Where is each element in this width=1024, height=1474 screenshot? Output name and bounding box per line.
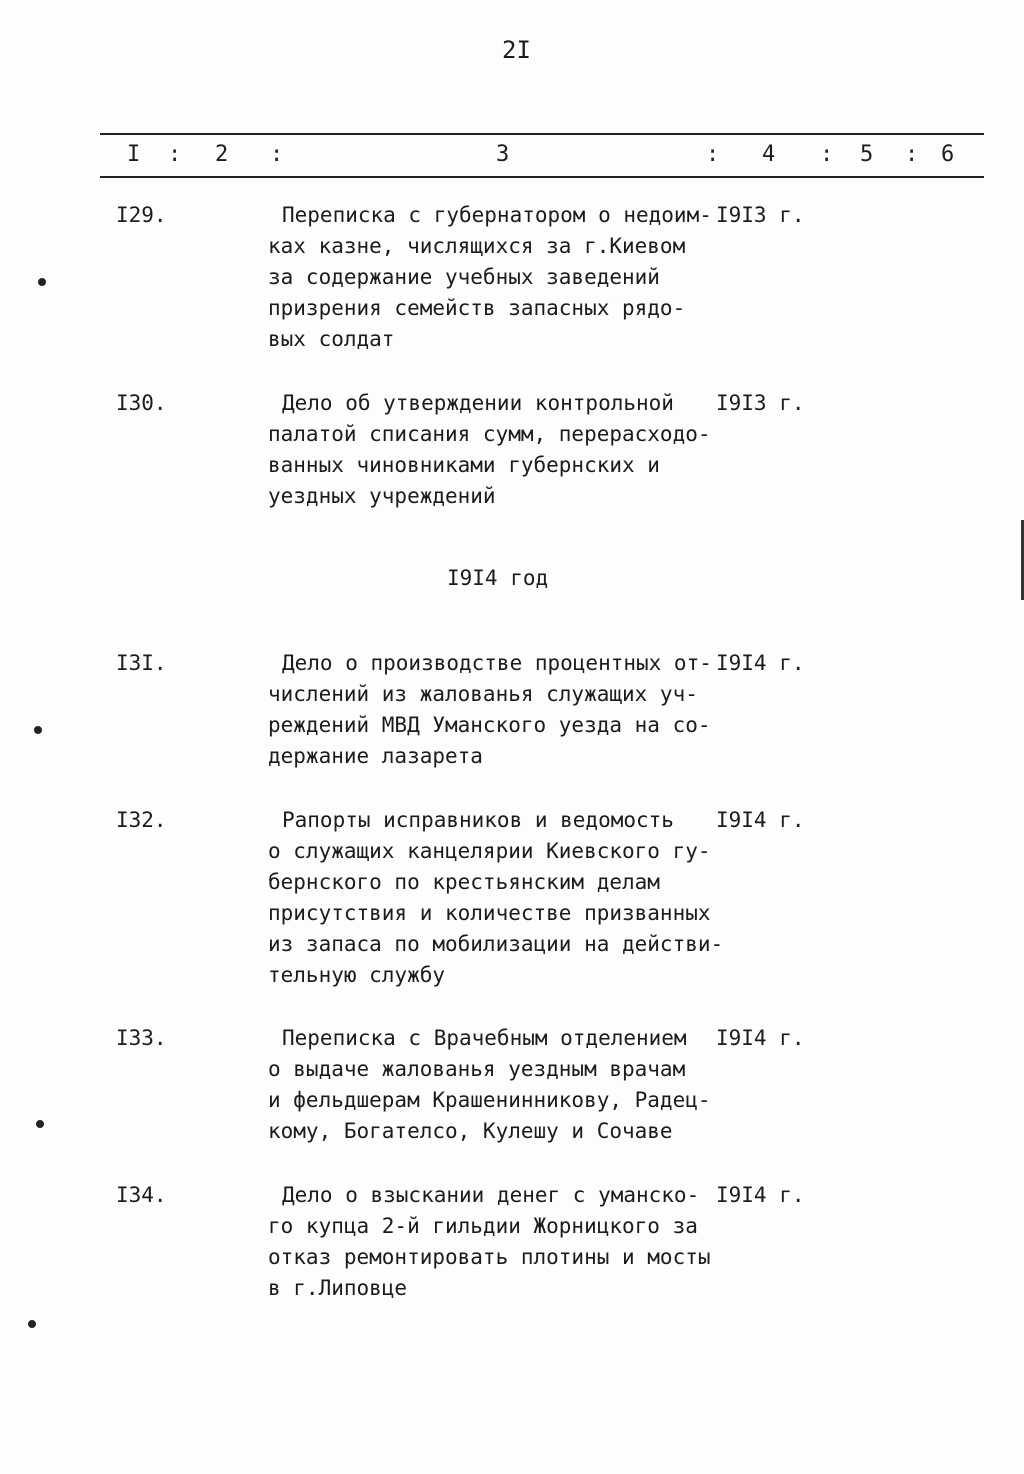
entry-description-line: тельную службу: [268, 963, 446, 987]
column-header-1: I: [127, 142, 141, 167]
entry-description-line: из запаса по мобилизации на действи-: [268, 932, 724, 956]
entry-description-line: бернского по крестьянским делам: [268, 870, 660, 894]
entry-description-line: в г.Липовце: [268, 1276, 408, 1300]
header-rule-bottom: [100, 176, 984, 178]
column-separator: :: [706, 142, 720, 167]
entry-description-line: за содержание учебных заведений: [268, 265, 660, 289]
entry-description-line: Переписка с Врачебным отделением: [282, 1026, 687, 1050]
entry-description-line: призрения семейств запасных рядо-: [268, 296, 686, 320]
column-header-5: 5: [860, 142, 874, 167]
entry-description-line: го купца 2-й гильдии Жорницкого за: [268, 1214, 698, 1238]
column-separator: :: [270, 142, 284, 167]
entry-description-line: Рапорты исправников и ведомость: [282, 808, 674, 832]
entry-description-line: числений из жалованья служащих уч-: [268, 682, 698, 706]
entry-year: I9I3 г.: [716, 203, 805, 227]
entry-description-line: Дело о производстве процентных от-: [282, 651, 712, 675]
entry-description-line: вых солдат: [268, 327, 395, 351]
entry-description-line: кому, Богателсо, Кулешу и Сочаве: [268, 1119, 673, 1143]
punch-hole-mark: [38, 278, 46, 286]
entry-description-line: отказ ремонтировать плотины и мосты: [268, 1245, 711, 1269]
page-number: 2I: [502, 36, 531, 64]
column-header-4: 4: [762, 142, 776, 167]
column-separator: :: [168, 142, 182, 167]
entry-number: I30.: [116, 391, 167, 415]
entry-year: I9I4 г.: [716, 1183, 805, 1207]
entry-description-line: ках казне, числящихся за г.Киевом: [268, 234, 686, 258]
entry-description-line: о выдаче жалованья уездным врачам: [268, 1057, 686, 1081]
entry-description-line: Дело о взыскании денег с уманско-: [282, 1183, 700, 1207]
entry-year: I9I4 г.: [716, 651, 805, 675]
section-title-year: I9I4 год: [447, 566, 549, 590]
entry-description-line: Переписка с губернатором о недоим-: [282, 203, 712, 227]
entry-year: I9I4 г.: [716, 1026, 805, 1050]
entry-description-line: держание лазарета: [268, 744, 483, 768]
entry-number: I32.: [116, 808, 167, 832]
column-header-6: 6: [941, 142, 955, 167]
column-header-2: 2: [215, 142, 229, 167]
entry-year: I9I3 г.: [716, 391, 805, 415]
entry-description-line: реждений МВД Уманского уезда на со-: [268, 713, 711, 737]
punch-hole-mark: [36, 1120, 44, 1128]
punch-hole-mark: [28, 1320, 36, 1328]
entry-description-line: присутствия и количестве призванных: [268, 901, 711, 925]
entry-number: I33.: [116, 1026, 167, 1050]
column-separator: :: [820, 142, 834, 167]
entry-number: I29.: [116, 203, 167, 227]
entry-description-line: и фельдшерам Крашенинникову, Радец-: [268, 1088, 711, 1112]
column-header-3: 3: [496, 142, 510, 167]
entry-description-line: Дело об утверждении контрольной: [282, 391, 674, 415]
entry-number: I34.: [116, 1183, 167, 1207]
entry-description-line: о служащих канцелярии Киевского гу-: [268, 839, 711, 863]
entry-description-line: ванных чиновниками губернских и: [268, 453, 660, 477]
entry-description-line: палатой списания сумм, перерасходо-: [268, 422, 711, 446]
column-separator: :: [905, 142, 919, 167]
header-rule-top: [100, 133, 984, 135]
entry-year: I9I4 г.: [716, 808, 805, 832]
entry-description-line: уездных учреждений: [268, 484, 496, 508]
entry-number: I3I.: [116, 651, 167, 675]
punch-hole-mark: [34, 726, 42, 734]
